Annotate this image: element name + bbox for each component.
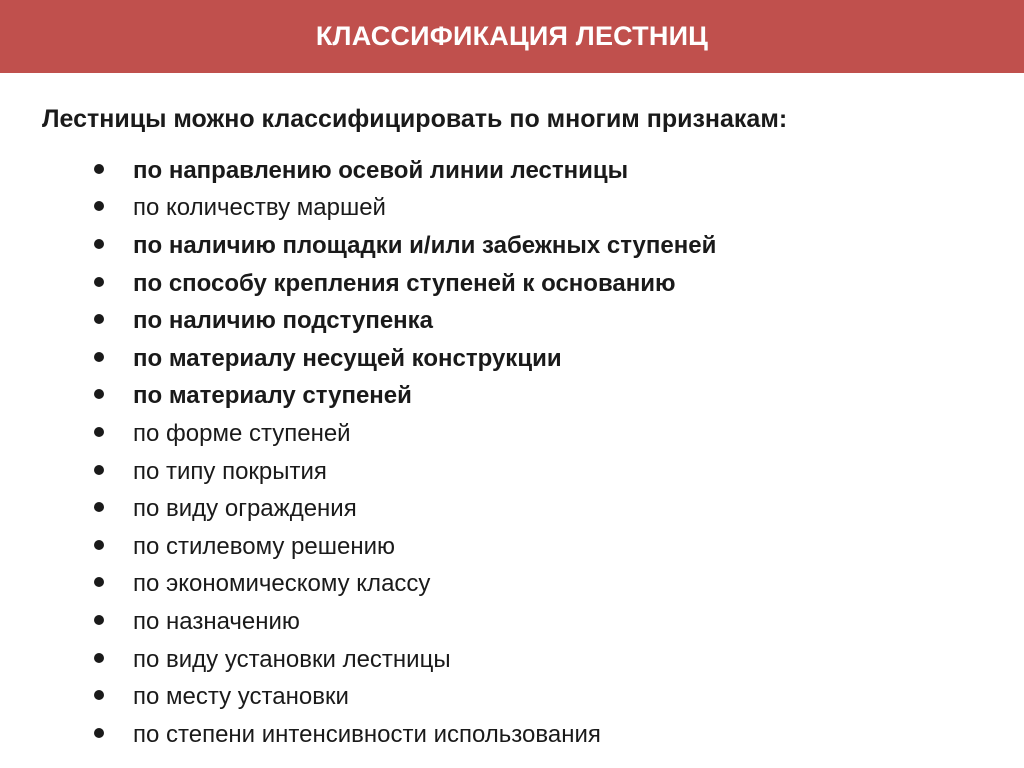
bullet-icon <box>94 653 104 663</box>
bullet-icon <box>94 201 104 211</box>
list-item <box>92 566 972 604</box>
bullet-icon <box>94 277 104 287</box>
list-item <box>92 528 972 566</box>
list-item <box>92 641 972 679</box>
list-item-text: по назначению <box>133 607 300 635</box>
list-item-text: по способу крепления ступеней к основанию <box>133 269 676 297</box>
bullet-icon <box>94 314 104 324</box>
list-item-text: по количеству маршей <box>133 194 386 222</box>
bullet-icon <box>94 239 104 249</box>
bullet-icon <box>94 615 104 625</box>
list-item-text: по форме ступеней <box>133 419 351 447</box>
list-item <box>92 152 972 190</box>
bullet-icon <box>94 728 104 738</box>
list-item-text: по стилевому решению <box>133 532 395 560</box>
list-item <box>92 415 972 453</box>
list-item-text: по виду установки лестницы <box>133 645 451 673</box>
bullet-icon <box>94 502 104 512</box>
bullet-icon <box>94 577 104 587</box>
list-item <box>92 227 972 265</box>
list-item <box>92 340 972 378</box>
list-item-text: по направлению осевой линии лестницы <box>133 156 629 184</box>
list-item-text: по наличию подступенка <box>133 307 434 335</box>
list-item-text: по материалу ступеней <box>133 382 412 410</box>
bullet-list <box>92 152 972 754</box>
list-item <box>92 378 972 416</box>
list-item-text: по наличию площадки и/или забежных ступеней <box>133 231 717 259</box>
bullet-icon <box>94 540 104 550</box>
list-item <box>92 716 972 754</box>
list-item <box>92 490 972 528</box>
subtitle: Лестницы можно классифицировать по многим признакам: <box>42 105 788 133</box>
bullet-icon <box>94 352 104 362</box>
list-item-text: по типу покрытия <box>133 457 327 485</box>
list-item-text: по экономическому классу <box>133 570 431 598</box>
list-item-text: по месту установки <box>133 683 349 711</box>
list-item <box>92 302 972 340</box>
bullet-icon <box>94 465 104 475</box>
list-item <box>92 603 972 641</box>
list-item <box>92 265 972 303</box>
list-item-text: по степени интенсивности использования <box>133 720 601 748</box>
slide-title: КЛАССИФИКАЦИЯ ЛЕСТНИЦ <box>315 21 709 51</box>
bullet-icon <box>94 164 104 174</box>
bullet-icon <box>94 389 104 399</box>
title-bar <box>0 0 1024 73</box>
bullet-icon <box>94 690 104 700</box>
list-item-text: по виду ограждения <box>133 495 357 523</box>
list-item-text: по материалу несущей конструкции <box>133 344 562 372</box>
list-item <box>92 190 972 228</box>
bullet-icon <box>94 427 104 437</box>
list-item <box>92 453 972 491</box>
list-item <box>92 678 972 716</box>
